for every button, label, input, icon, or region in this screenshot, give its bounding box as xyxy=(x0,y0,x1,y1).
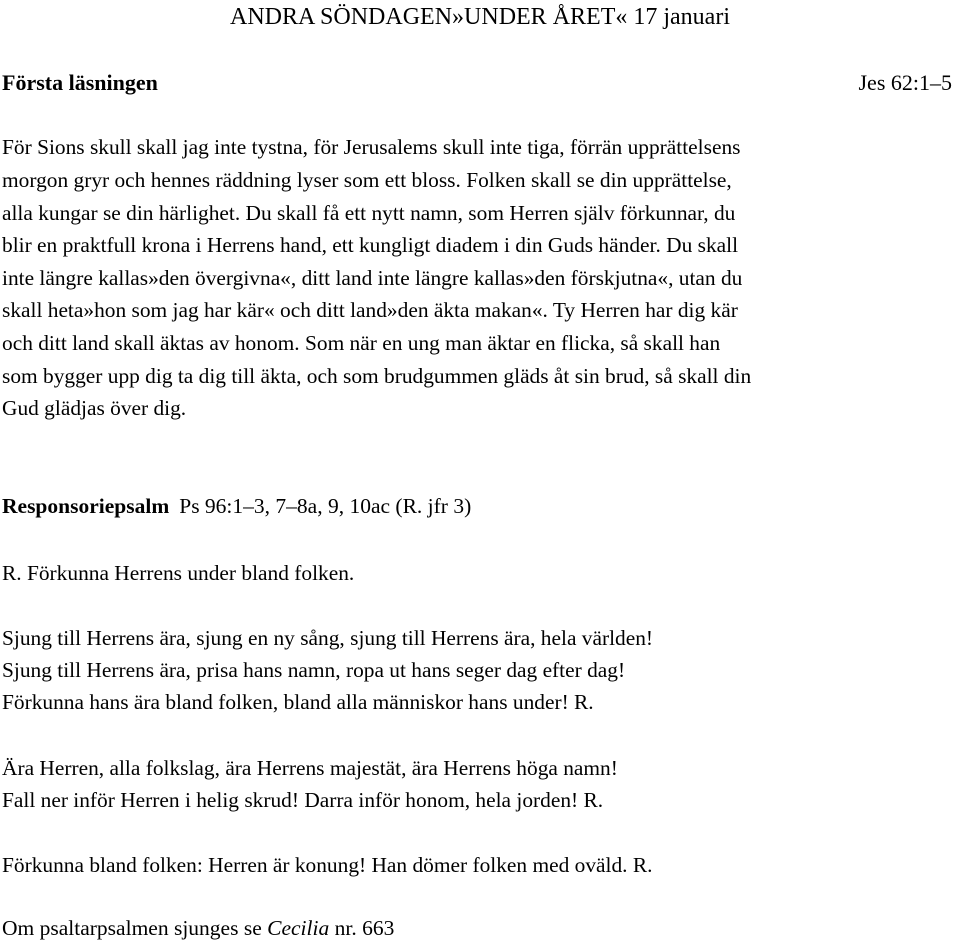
reading-line: skall heta»hon som jag har kär« och ditt land»den äkta makan«. Ty Herren har dig kär xyxy=(2,298,738,322)
reading-line: blir en praktfull krona i Herrens hand, ett kungligt diadem i din Guds händer. Du skall xyxy=(2,233,739,257)
footnote-book-title: Cecilia xyxy=(267,916,330,940)
first-reading-reference: Jes 62:1–5 xyxy=(858,70,952,95)
psalm-label: Responsoriepsalm xyxy=(2,494,170,518)
reading-line: morgon gryr och hennes räddning lyser som ett bloss. Folken skall se din upprättelse, xyxy=(2,168,732,192)
footnote-prefix: Om psaltarpsalmen sjunges se xyxy=(2,916,268,940)
reading-line: Gud glädjas över dig. xyxy=(2,396,187,420)
reading-line: inte längre kallas»den övergivna«, ditt land inte längre kallas»den förskjutna«, utan du xyxy=(2,266,743,290)
psalm-line: Fall ner inför Herren i helig skrud! Darra inför honom, hela jorden! R. xyxy=(2,788,604,812)
psalm-line: Förkunna bland folken: Herren är konung! Han dömer folken med oväld. R. xyxy=(2,853,653,877)
psalm-reference: Ps 96:1–3, 7–8a, 9, 10ac (R. jfr 3) xyxy=(179,494,472,518)
footnote xyxy=(2,916,394,941)
psalm-line: Sjung till Herrens ära, sjung en ny sång, sjung till Herrens ära, hela världen! xyxy=(2,626,654,650)
psalm-line: Sjung till Herrens ära, prisa hans namn, ropa ut hans seger dag efter dag! xyxy=(2,658,626,682)
psalm-response: R. Förkunna Herrens under bland folken. xyxy=(2,561,355,585)
footnote-suffix: nr. 663 xyxy=(329,916,395,940)
psalm-line: Ära Herren, alla folkslag, ära Herrens majestät, ära Herrens höga namn! xyxy=(2,756,618,780)
reading-line: som bygger upp dig ta dig till äkta, och som brudgummen gläds åt sin brud, så skall din xyxy=(2,364,752,388)
psalm-header xyxy=(2,494,471,519)
reading-line: och ditt land skall äktas av honom. Som när en ung man äktar en flicka, så skall han xyxy=(2,331,721,355)
first-reading-label: Första läsningen xyxy=(2,70,158,95)
page-heading: ANDRA SÖNDAGEN»UNDER ÅRET« 17 januari xyxy=(230,4,730,30)
psalm-line: Förkunna hans ära bland folken, bland alla människor hans under! R. xyxy=(2,690,594,714)
reading-line: För Sions skull skall jag inte tystna, för Jerusalems skull inte tiga, förrän upprättelsens xyxy=(2,135,741,159)
reading-line: alla kungar se din härlighet. Du skall få ett nytt namn, som Herren själv förkunnar, du xyxy=(2,201,736,225)
